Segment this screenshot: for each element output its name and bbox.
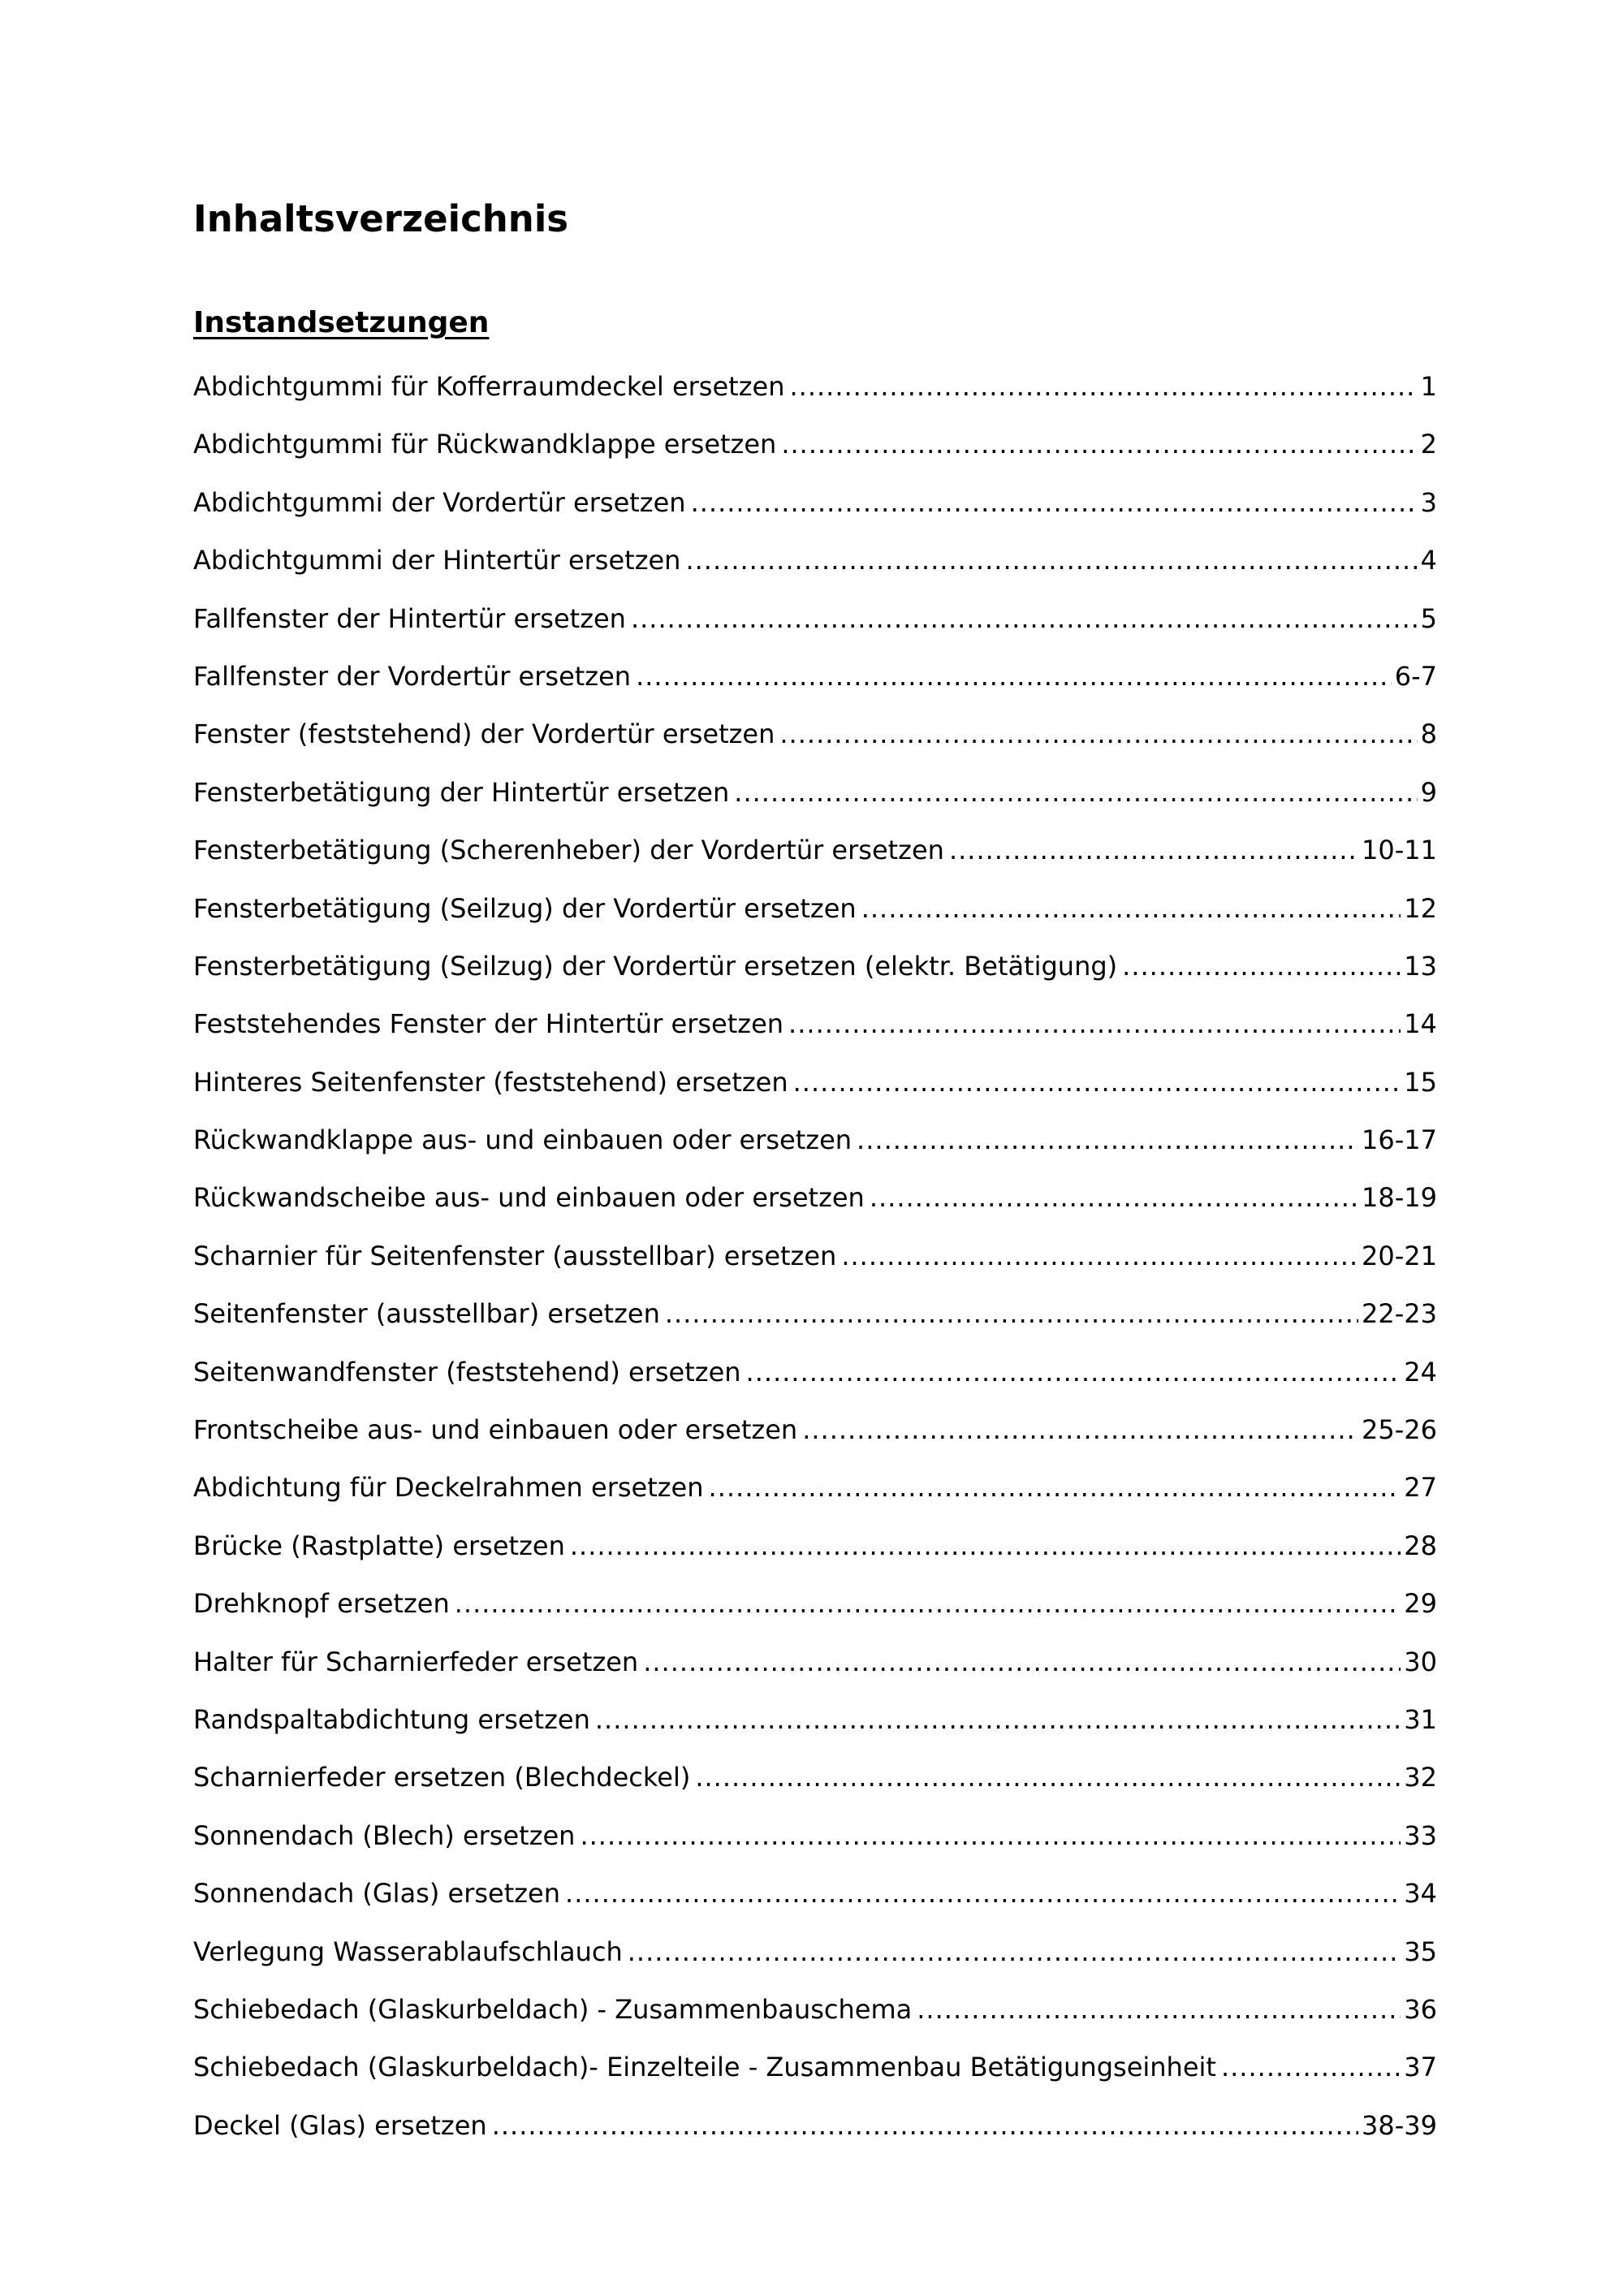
toc-entry-page-number: 20-21 bbox=[1362, 1240, 1437, 1271]
toc-entry[interactable] bbox=[193, 1291, 1437, 1349]
toc-entry[interactable] bbox=[193, 1929, 1437, 1987]
dot-leader bbox=[492, 2103, 1358, 2148]
toc-entry-title: Verlegung Wasserablaufschlauch bbox=[193, 1936, 623, 1967]
dot-leader bbox=[779, 711, 1417, 757]
toc-entry-title: Abdichtgummi der Hintertür ersetzen bbox=[193, 545, 681, 576]
toc-entry[interactable] bbox=[193, 596, 1437, 654]
dot-leader bbox=[802, 1407, 1358, 1452]
dot-leader bbox=[1122, 943, 1401, 989]
toc-entry-page-number: 8 bbox=[1420, 719, 1437, 750]
toc-entry-page-number: 34 bbox=[1404, 1878, 1437, 1910]
toc-entry-title: Rückwandklappe aus- und einbauen oder ersetzen bbox=[193, 1124, 853, 1156]
toc-entry-title: Sonnendach (Blech) ersetzen bbox=[193, 1819, 576, 1851]
toc-entry[interactable] bbox=[193, 480, 1437, 537]
toc-entry-title: Scharnier für Seitenfenster (ausstellbar) ersetzen bbox=[193, 1240, 837, 1271]
dot-leader bbox=[746, 1349, 1401, 1395]
toc-entry[interactable] bbox=[193, 770, 1437, 827]
dot-leader bbox=[691, 480, 1418, 525]
toc-entry[interactable] bbox=[193, 711, 1437, 769]
toc-entry-page-number: 18-19 bbox=[1362, 1182, 1437, 1214]
dot-leader bbox=[857, 1117, 1358, 1163]
toc-entry-title: Seitenfenster (ausstellbar) ersetzen bbox=[193, 1298, 660, 1330]
toc-entry-page-number: 13 bbox=[1404, 950, 1437, 982]
toc-entry-page-number: 25-26 bbox=[1362, 1414, 1437, 1446]
toc-entry[interactable] bbox=[193, 1871, 1437, 1928]
toc-entry[interactable] bbox=[193, 827, 1437, 885]
toc-entry[interactable] bbox=[193, 1523, 1437, 1581]
toc-entry-page-number: 30 bbox=[1404, 1646, 1437, 1677]
toc-entry[interactable] bbox=[193, 2103, 1437, 2160]
toc-entry-page-number: 12 bbox=[1404, 892, 1437, 924]
document-page bbox=[193, 0, 1437, 2296]
toc-entry-title: Seitenwandfenster (feststehend) ersetzen bbox=[193, 1356, 741, 1388]
dot-leader bbox=[570, 1523, 1401, 1569]
toc-entry[interactable] bbox=[193, 537, 1437, 595]
toc-entry-page-number: 22-23 bbox=[1362, 1298, 1437, 1330]
dot-leader bbox=[685, 537, 1417, 583]
toc-entry-page-number: 14 bbox=[1404, 1008, 1437, 1040]
dot-leader bbox=[788, 1001, 1401, 1047]
dot-leader bbox=[917, 1987, 1401, 2032]
toc-entry-title: Abdichtung für Deckelrahmen ersetzen bbox=[193, 1472, 704, 1504]
dot-leader bbox=[643, 1639, 1401, 1685]
toc-entry-title: Feststehendes Fenster der Hintertür ersetzen bbox=[193, 1008, 784, 1040]
dot-leader bbox=[455, 1581, 1401, 1626]
toc-entry[interactable] bbox=[193, 1987, 1437, 2044]
toc-entry[interactable] bbox=[193, 1233, 1437, 1291]
dot-leader bbox=[793, 1060, 1401, 1105]
toc-entry-page-number: 24 bbox=[1404, 1356, 1437, 1388]
toc-entry-title: Abdichtgummi für Kofferraumdeckel ersetzen bbox=[193, 371, 785, 402]
dot-leader bbox=[949, 827, 1358, 873]
toc-entry[interactable] bbox=[193, 654, 1437, 711]
toc-entry-page-number: 5 bbox=[1420, 602, 1437, 634]
dot-leader bbox=[709, 1465, 1401, 1510]
dot-leader bbox=[781, 421, 1417, 467]
toc-entry-title: Fallfenster der Hintertür ersetzen bbox=[193, 602, 626, 634]
toc-entry-page-number: 37 bbox=[1404, 2052, 1437, 2083]
toc-entry-page-number: 4 bbox=[1420, 545, 1437, 576]
toc-entry-page-number: 29 bbox=[1404, 1588, 1437, 1620]
toc-entry[interactable] bbox=[193, 1001, 1437, 1059]
toc-entry-title: Deckel (Glas) ersetzen bbox=[193, 2109, 487, 2141]
toc-entry-title: Frontscheibe aus- und einbauen oder ersetzen bbox=[193, 1414, 798, 1446]
toc-entry-page-number: 16-17 bbox=[1362, 1124, 1437, 1156]
dot-leader bbox=[861, 886, 1401, 931]
dot-leader bbox=[595, 1697, 1401, 1742]
toc-entry-page-number: 35 bbox=[1404, 1936, 1437, 1967]
toc-entry[interactable] bbox=[193, 886, 1437, 943]
toc-entry-title: Fensterbetätigung (Seilzug) der Vordertür ersetzen (elektr. Betätigung) bbox=[193, 950, 1118, 982]
toc-entry-page-number: 36 bbox=[1404, 1993, 1437, 2025]
toc-entry-page-number: 31 bbox=[1404, 1703, 1437, 1735]
dot-leader bbox=[841, 1233, 1358, 1279]
toc-entry-page-number: 10-11 bbox=[1362, 835, 1437, 866]
toc-entry-title: Fensterbetätigung (Scherenheber) der Vordertür ersetzen bbox=[193, 835, 944, 866]
toc-entry-title: Fenster (feststehend) der Vordertür ersetzen bbox=[193, 719, 775, 750]
toc-entry[interactable] bbox=[193, 1754, 1437, 1812]
toc-entry-page-number: 28 bbox=[1404, 1530, 1437, 1561]
dot-leader bbox=[580, 1813, 1401, 1858]
toc-entry[interactable] bbox=[193, 364, 1437, 421]
page-title: Inhaltsverzeichnis bbox=[193, 197, 569, 240]
toc-entry[interactable] bbox=[193, 943, 1437, 1001]
dot-leader bbox=[870, 1175, 1358, 1220]
table-of-contents bbox=[193, 364, 1437, 2160]
dot-leader bbox=[1221, 2044, 1401, 2090]
toc-entry-page-number: 6-7 bbox=[1394, 660, 1437, 692]
toc-entry-page-number: 32 bbox=[1404, 1762, 1437, 1793]
dot-leader bbox=[631, 596, 1418, 641]
toc-entry[interactable] bbox=[193, 1697, 1437, 1754]
toc-entry[interactable] bbox=[193, 1581, 1437, 1638]
toc-entry-page-number: 3 bbox=[1420, 486, 1437, 518]
toc-entry-title: Fensterbetätigung (Seilzug) der Vordertür ersetzen bbox=[193, 892, 857, 924]
toc-entry[interactable] bbox=[193, 1639, 1437, 1697]
toc-entry-page-number: 2 bbox=[1420, 429, 1437, 460]
toc-entry[interactable] bbox=[193, 1175, 1437, 1232]
toc-entry-title: Fensterbetätigung der Hintertür ersetzen bbox=[193, 776, 730, 808]
toc-entry-page-number: 33 bbox=[1404, 1819, 1437, 1851]
toc-entry[interactable] bbox=[193, 421, 1437, 479]
toc-entry[interactable] bbox=[193, 1407, 1437, 1465]
toc-entry-page-number: 15 bbox=[1404, 1066, 1437, 1098]
toc-entry-title: Hinteres Seitenfenster (feststehend) ersetzen bbox=[193, 1066, 788, 1098]
toc-entry[interactable] bbox=[193, 1465, 1437, 1522]
dot-leader bbox=[734, 770, 1417, 815]
toc-entry-title: Schiebedach (Glaskurbeldach) - Zusammenbauschema bbox=[193, 1993, 913, 2025]
dot-leader bbox=[665, 1291, 1358, 1336]
toc-entry[interactable] bbox=[193, 1060, 1437, 1117]
dot-leader bbox=[636, 654, 1392, 699]
toc-entry-title: Fallfenster der Vordertür ersetzen bbox=[193, 660, 632, 692]
dot-leader bbox=[695, 1754, 1401, 1800]
section-heading: Instandsetzungen bbox=[193, 306, 490, 339]
toc-entry-page-number: 38-39 bbox=[1362, 2109, 1437, 2141]
toc-entry-page-number: 9 bbox=[1420, 776, 1437, 808]
toc-entry[interactable] bbox=[193, 1117, 1437, 1175]
toc-entry-page-number: 27 bbox=[1404, 1472, 1437, 1504]
toc-entry[interactable] bbox=[193, 2044, 1437, 2102]
toc-entry-title: Scharnierfeder ersetzen (Blechdeckel) bbox=[193, 1762, 691, 1793]
toc-entry-page-number: 1 bbox=[1420, 371, 1437, 402]
toc-entry-title: Randspaltabdichtung ersetzen bbox=[193, 1703, 590, 1735]
dot-leader bbox=[628, 1929, 1401, 1974]
dot-leader bbox=[565, 1871, 1401, 1916]
toc-entry-title: Rückwandscheibe aus- und einbauen oder ersetzen bbox=[193, 1182, 865, 1214]
toc-entry-title: Brücke (Rastplatte) ersetzen bbox=[193, 1530, 565, 1561]
toc-entry-title: Drehknopf ersetzen bbox=[193, 1588, 450, 1620]
toc-entry-title: Halter für Scharnierfeder ersetzen bbox=[193, 1646, 639, 1677]
toc-entry[interactable] bbox=[193, 1813, 1437, 1871]
toc-entry-title: Abdichtgummi der Vordertür ersetzen bbox=[193, 486, 686, 518]
dot-leader bbox=[789, 364, 1417, 409]
toc-entry-title: Schiebedach (Glaskurbeldach)- Einzelteile - Zusammenbau Betätigungseinheit bbox=[193, 2052, 1216, 2083]
toc-entry-title: Abdichtgummi für Rückwandklappe ersetzen bbox=[193, 429, 777, 460]
toc-entry[interactable] bbox=[193, 1349, 1437, 1407]
toc-entry-title: Sonnendach (Glas) ersetzen bbox=[193, 1878, 561, 1910]
